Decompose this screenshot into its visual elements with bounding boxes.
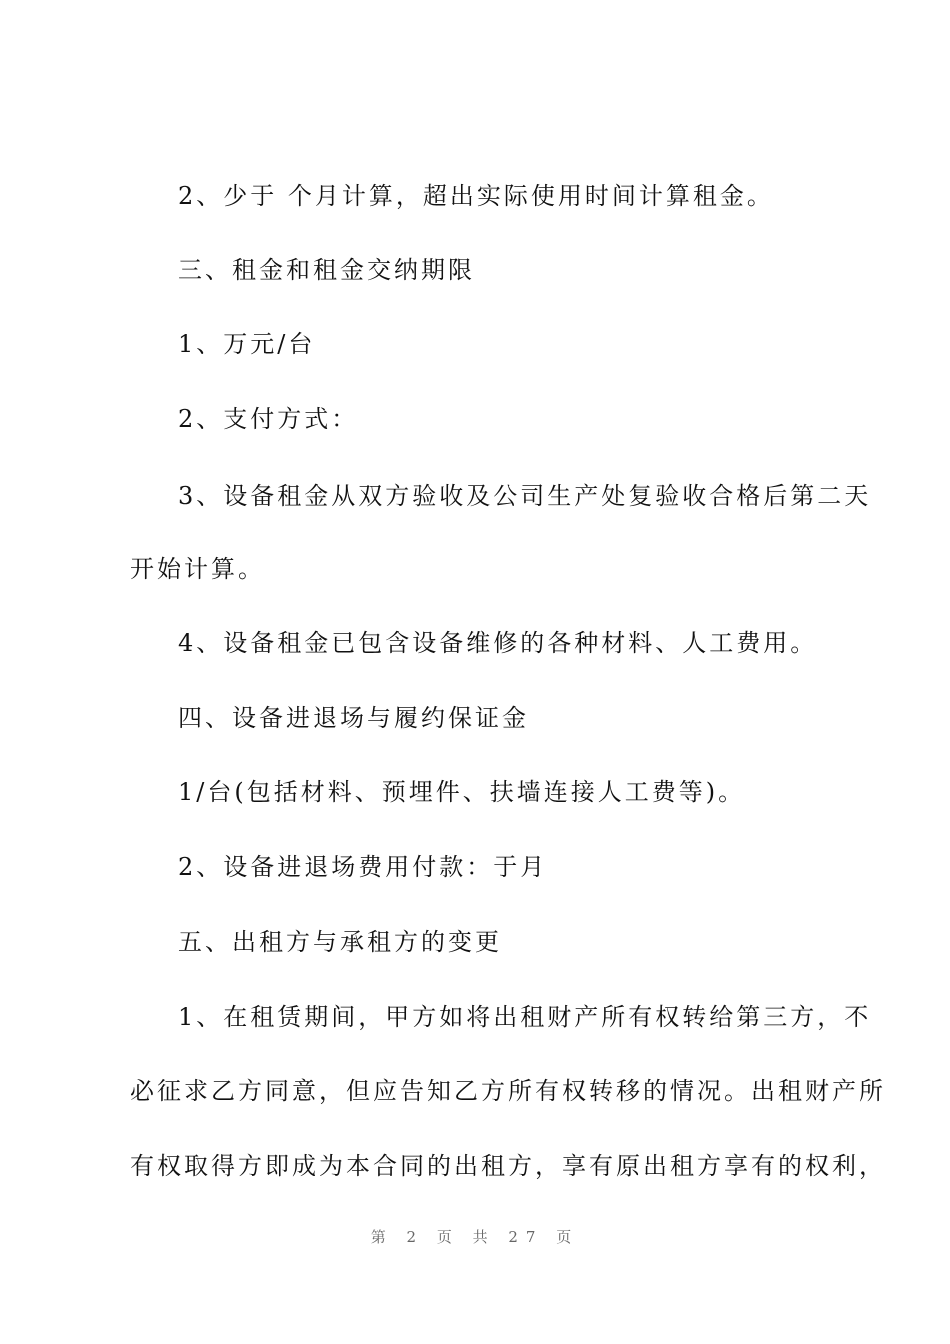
section-heading: 五、出租方与承租方的变更 — [178, 928, 502, 956]
paragraph-line: 3、设备租金从双方验收及公司生产处复验收合格后第二天 — [178, 482, 872, 510]
section-heading: 四、设备进退场与履约保证金 — [178, 704, 529, 732]
paragraph-line: 1、万元/台 — [178, 330, 316, 358]
paragraph-line: 2、少于 个月计算，超出实际使用时间计算租金。 — [178, 182, 774, 210]
paragraph-line: 1/台(包括材料、预埋件、扶墙连接人工费等)。 — [178, 778, 746, 806]
paragraph-line: 有权取得方即成为本合同的出租方，享有原出租方享有的权利， — [130, 1152, 886, 1180]
paragraph-line: 2、设备进退场费用付款：于月 — [178, 853, 548, 881]
page-number-footer: 第 2 页 共 27 页 — [370, 1228, 580, 1246]
paragraph-line: 1、在租赁期间，甲方如将出租财产所有权转给第三方，不 — [178, 1003, 872, 1031]
section-heading: 三、租金和租金交纳期限 — [178, 256, 475, 284]
paragraph-line: 2、支付方式： — [178, 405, 359, 433]
paragraph-line: 开始计算。 — [130, 555, 265, 583]
paragraph-line: 4、设备租金已包含设备维修的各种材料、人工费用。 — [178, 629, 818, 657]
paragraph-line: 必征求乙方同意，但应告知乙方所有权转移的情况。出租财产所 — [130, 1077, 886, 1105]
